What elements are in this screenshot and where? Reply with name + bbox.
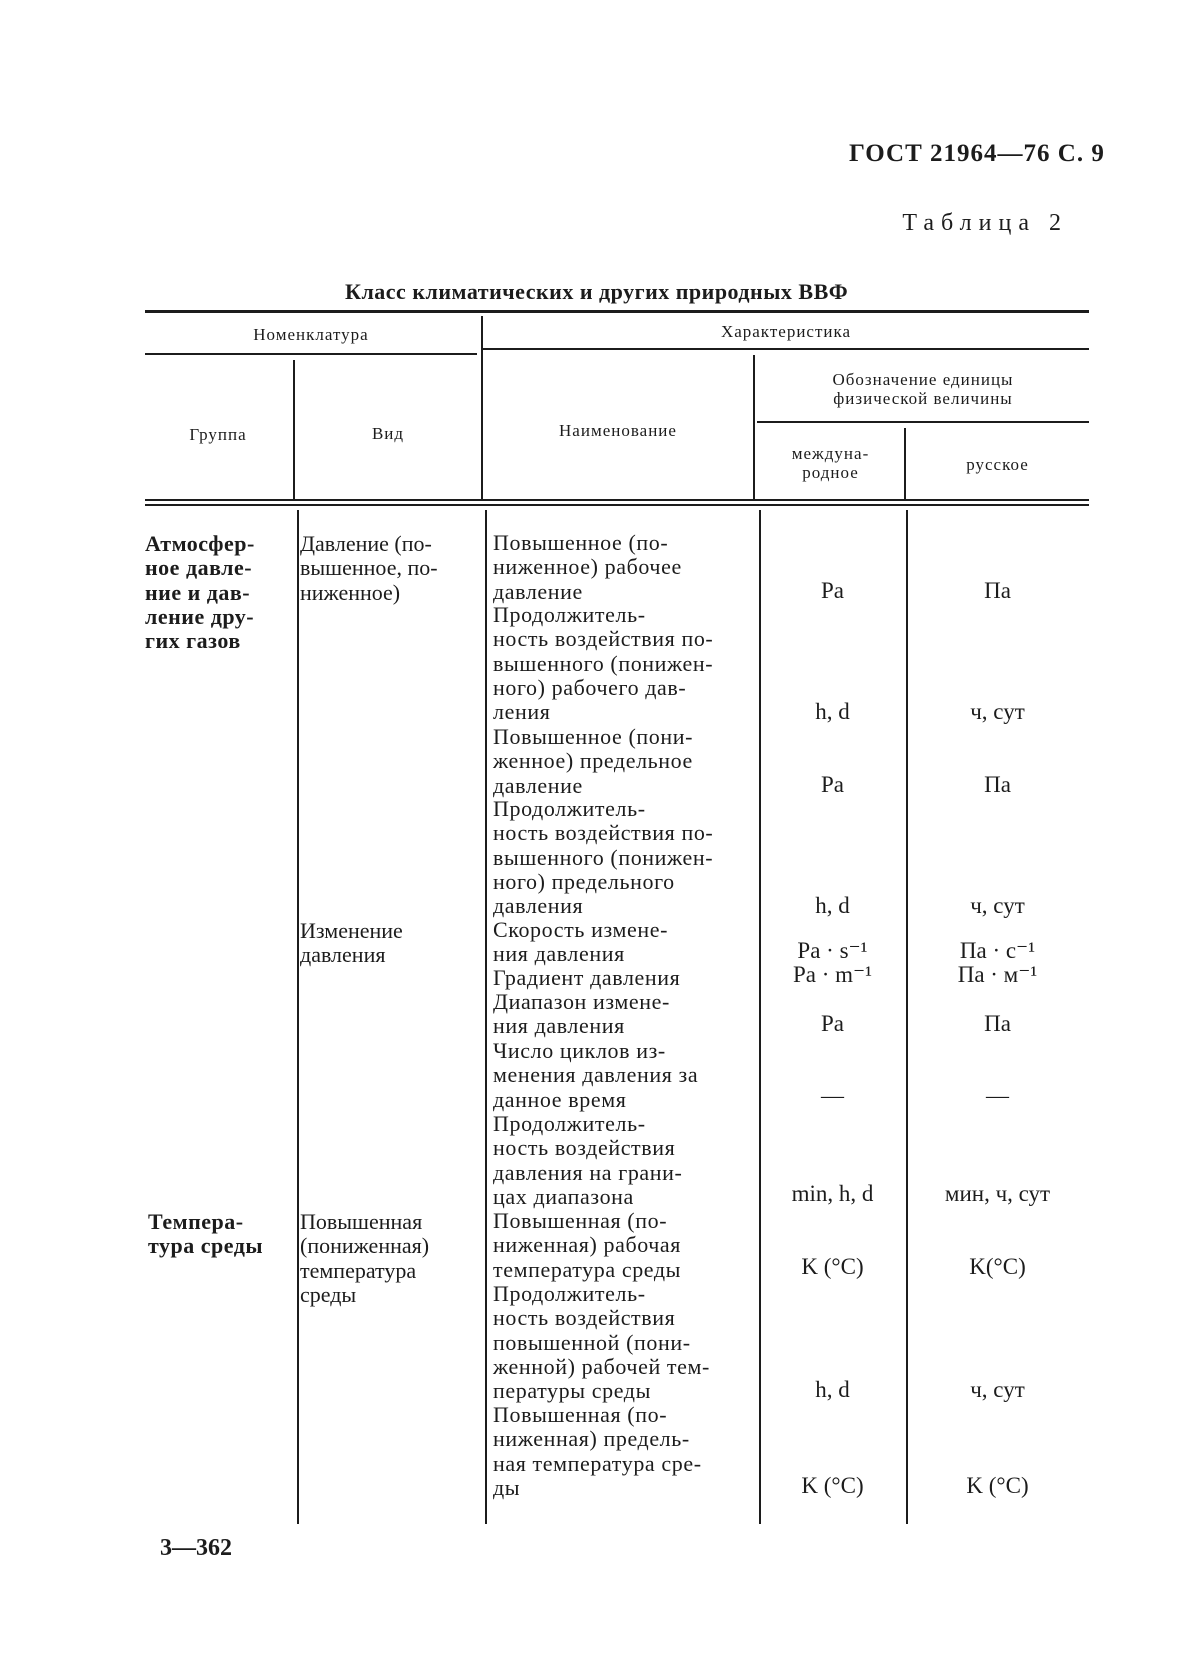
characteristic-name: Диапазон измене- ния давления [493,989,670,1039]
header-russian: русское [966,455,1029,474]
unit-international: K (°C) [801,1473,864,1498]
unit-international: Pa [821,578,844,603]
unit-russian: K (°C) [966,1473,1029,1498]
table-label: Таблица 2 [902,210,1068,236]
header-characteristic: Характеристика [720,322,852,341]
characteristic-name: Скорость измене- ния давления [493,917,669,967]
unit-russian: мин, ч, сут [944,1181,1051,1206]
characteristic-name: Повышенная (по- ниженная) рабочая температура среды [493,1208,682,1282]
unit-russian: — [986,1083,1009,1108]
unit-international: Pa [821,772,844,797]
unit-russian: ч, сут [970,699,1025,724]
header-bottom-rule-1 [145,499,1089,501]
characteristic-name: Продолжитель- ность воздействия давления на грани- цах диапазона [493,1111,683,1209]
characteristic-name: Повышенное (по- ниженное) рабочее давление [493,530,682,604]
body-divider-kind-name [485,510,487,1524]
unit-russian: Па [984,578,1011,603]
unit-international: K (°C) [801,1254,864,1279]
characteristic-name: Повышенная (по- ниженная) предель- ная температура сре- ды [493,1402,702,1500]
characteristic-name: Повышенное (пони- женное) предельное давление [493,724,694,798]
unit-international: h, d [815,1377,850,1402]
kind-label: Повышенная (пониженная) температура среды [300,1209,430,1307]
header-unit-designation: Обозначение единицы физической величины [832,370,1014,408]
header-name: Наименование [559,421,677,440]
table-top-rule [145,310,1089,313]
characteristic-name: Продолжитель- ность воздействия повышенной (пони- женной) рабочей тем- пературы среды [493,1281,710,1404]
unit-russian: Па · с⁻¹ [959,938,1036,963]
unit-international: Pa · m⁻¹ [792,962,873,987]
group-label: Темпера- тура среды [148,1209,264,1259]
col-divider-name-unit [753,355,755,500]
characteristic-name: Градиент давления [493,965,681,990]
unit-international: h, d [815,699,850,724]
unit-russian: ч, сут [970,1377,1025,1402]
page-header: ГОСТ 21964—76 С. 9 [849,140,1105,167]
unit-russian: Па · м⁻¹ [957,962,1038,987]
header-group: Группа [189,425,247,444]
unit-russian: Па [984,772,1011,797]
unit-international: h, d [815,893,850,918]
characteristic-name: Продолжитель- ность воздействия по- вышенного (понижен- ного) рабочего дав- ления [493,602,714,725]
characteristic-name: Продолжитель- ность воздействия по- вышенного (понижен- ного) предельного давления [493,796,714,919]
header-bottom-rule-2 [145,504,1089,506]
unit-international: min, h, d [791,1181,874,1206]
group-label: Атмосфер- ное давле- ние и дав- ление дру- гих газов [145,531,255,654]
col-divider-nomenclature-characteristic [481,316,483,500]
characteristic-name: Число циклов из- менения давления за данное время [493,1038,699,1112]
header-international: междуна- родное [791,444,870,482]
kind-label: Давление (по- вышенное, по- ниженное) [300,531,438,605]
nomenclature-underline [145,353,477,355]
characteristic-underline [483,348,1089,350]
unit-russian: Па [984,1011,1011,1036]
unit-international: — [821,1083,844,1108]
body-divider-group-kind [297,510,299,1524]
page-footer: 3—362 [160,1535,232,1561]
table-title: Класс климатических и других природных ВВФ [345,279,849,304]
unit-international: Pa [821,1011,844,1036]
unit-russian: ч, сут [970,893,1025,918]
header-nomenclature: Номенклатура [253,325,369,344]
unit-header-underline [757,421,1089,423]
kind-label: Изменение давления [300,918,403,968]
unit-international: Pa · s⁻¹ [797,938,868,963]
header-kind: Вид [371,424,405,443]
unit-russian: K(°C) [969,1254,1026,1279]
